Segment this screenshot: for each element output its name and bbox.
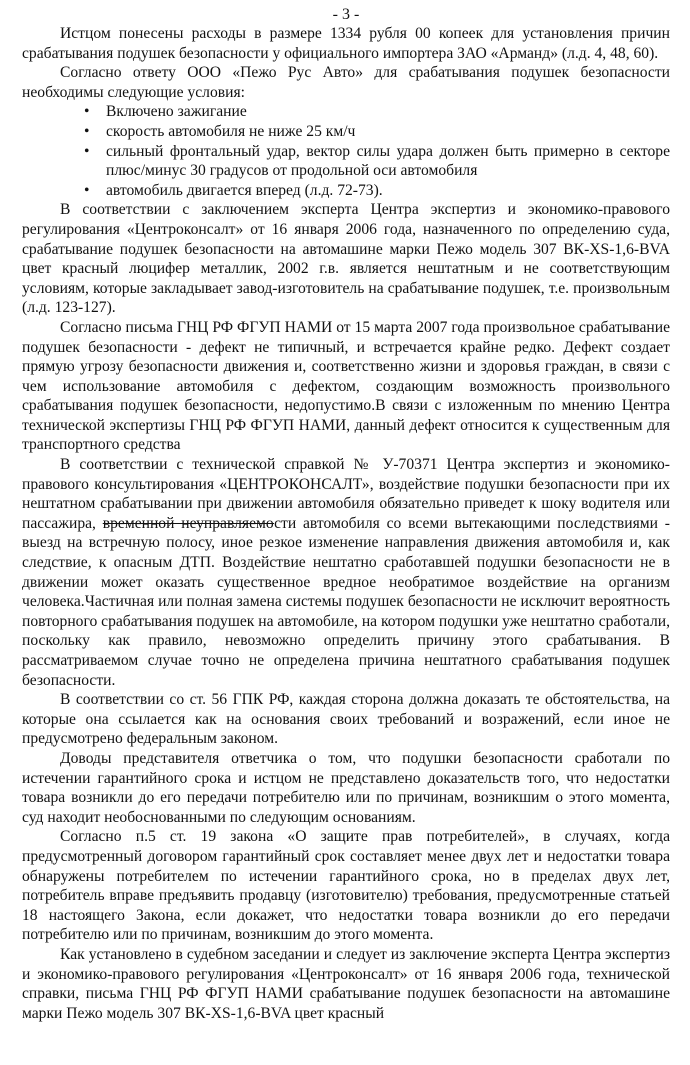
bullet-icon: • [84, 181, 90, 199]
paragraph-defendant-arguments: Доводы представителя ответчика о том, что подушки безопасности сработали по истечении гарантийного срока и истцом не представлено доказательств того, что недостатки товара возникли до его передачи потребителю или по причинам, возникшим о этого момента, суд находит необоснованными по следующим основаниям. [22, 749, 670, 826]
conditions-list [22, 102, 670, 200]
paragraph-nami-letter: Согласно письма ГНЦ РФ ФГУП НАМИ от 15 марта 2007 года произвольное срабатывание подушек безопасности - дефект не типичный, и встречается крайне редко. Дефект создает прямую угрозу безопасности движения и, соответственно жизни и здоровья граждан, в связи с чем использование автомобиля с дефектом, создающим возможность произвольного срабатывания подушек безопасности, недопустимо.В связи с изложенным по мнению Центра технической экспертизы ГНЦ РФ ФГУП НАМИ, данный дефект относится к существенным для транспортного средства [22, 318, 670, 454]
condition-item [84, 122, 670, 142]
struck-text: временной неуправляемо [102, 514, 275, 532]
paragraph-technical-reference [22, 455, 670, 690]
paragraph-court-findings: Как установлено в судебном заседании и следует из заключение эксперта Центра экспертиз и экономико-правового регулирования «Центроконсалт» от 16 января 2006 года, технической справки, письма ГНЦ РФ ФГУП НАМИ срабатывание подушек безопасности на автомашине марки Пежо модель 307 ВК-XS-1,6-BVA цвет красный [22, 945, 670, 1022]
paragraph-expenses: Истцом понесены расходы в размере 1334 рубля 00 копеек для установления причин срабатывания подушек безопасности у официального импортера ЗАО «Арманд» (л.д. 4, 48, 60). [22, 25, 670, 62]
condition-item [84, 102, 670, 122]
condition-item [84, 142, 670, 181]
condition-text: автомобиль двигается вперед (л.д. 72-73). [106, 181, 383, 199]
bullet-icon: • [84, 142, 90, 160]
condition-item [84, 181, 670, 201]
technical-reference-text-start: В соответствии с технической справкой № У-70371 Центра экспертиз и экономико-правового консультирования «ЦЕНТРОКОНСАЛТ», воздействие подушки безопасности при их нештатном срабатывании при движении автомобиля обязательно приведет к шоку водителя или пассажира, [22, 456, 670, 532]
paragraph-expert-conclusion: В соответствии с заключением эксперта Центра экспертиз и экономико-правового регулирования «Центроконсалт» от 16 января 2006 года, назначенного по определению суда, срабатывание подушек безопасности на автомашине марки Пежо модель 307 ВК-XS-1,6-BVA цвет красный люцифер металлик, 2002 г.в. является нештатным и не соответствующим условиям, которые закладывает завод-изготовитель на срабатывание подушек, т.е. произвольным (л.д. 123-127). [22, 201, 670, 317]
bullet-icon: • [84, 122, 90, 140]
condition-text: скорость автомобиля не ниже 25 км/ч [106, 122, 356, 140]
bullet-icon: • [84, 103, 90, 121]
condition-text: Включено зажигание [106, 103, 247, 121]
condition-text: сильный фронтальный удар, вектор силы удара должен быть примерно в секторе плюс/минус 30 градусов от продольной оси автомобиля [106, 142, 670, 180]
paragraph-peugeot-response: Согласно ответу ООО «Пежо Рус Авто» для срабатывания подушек безопасности необходимы следующие условия: [22, 64, 670, 101]
technical-reference-text-end: сти автомобиля со всеми вытекающими последствиями - выезд на встречную полосу, иное резкое изменение направления движения автомобиля и, как следствие, к опасным ДТП. Воздействие нештатно сработавшей подушки безопасности не в движении может оказать существенное вредное необратимое воздействие на организм человека.Частичная или полная замена системы подушек безопасности не исключит вероятность повторного срабатывания подушек на автомобиле, на котором подушки уже нештатно сработали, поскольку как правило, невозможно определить причину этого срабатывания. В рассматриваемом случае точно не определена причина нештатного срабатывания подушек безопасности. [22, 514, 670, 689]
paragraph-gpk-article: В соответствии со ст. 56 ГПК РФ, каждая сторона должна доказать те обстоятельства, на которые она ссылается как на основания своих требований и возражений, если иное не предусмотрено федеральным законом. [22, 691, 670, 748]
paragraph-consumer-law: Согласно п.5 ст. 19 закона «О защите прав потребителей», в случаях, когда предусмотренный договором гарантийный срок составляет менее двух лет и недостатки товара обнаружены потребителем по истечении гарантийного срока, но в пределах двух лет, потребитель вправе предъявить продавцу (изготовителю) требования, предусмотренные статьей 18 настоящего Закона, если докажет, что недостатки товара возникли до его передачи потребителю или по причинам, возникшим до этого момента. [22, 828, 670, 944]
page-number: - 3 - [332, 6, 360, 23]
